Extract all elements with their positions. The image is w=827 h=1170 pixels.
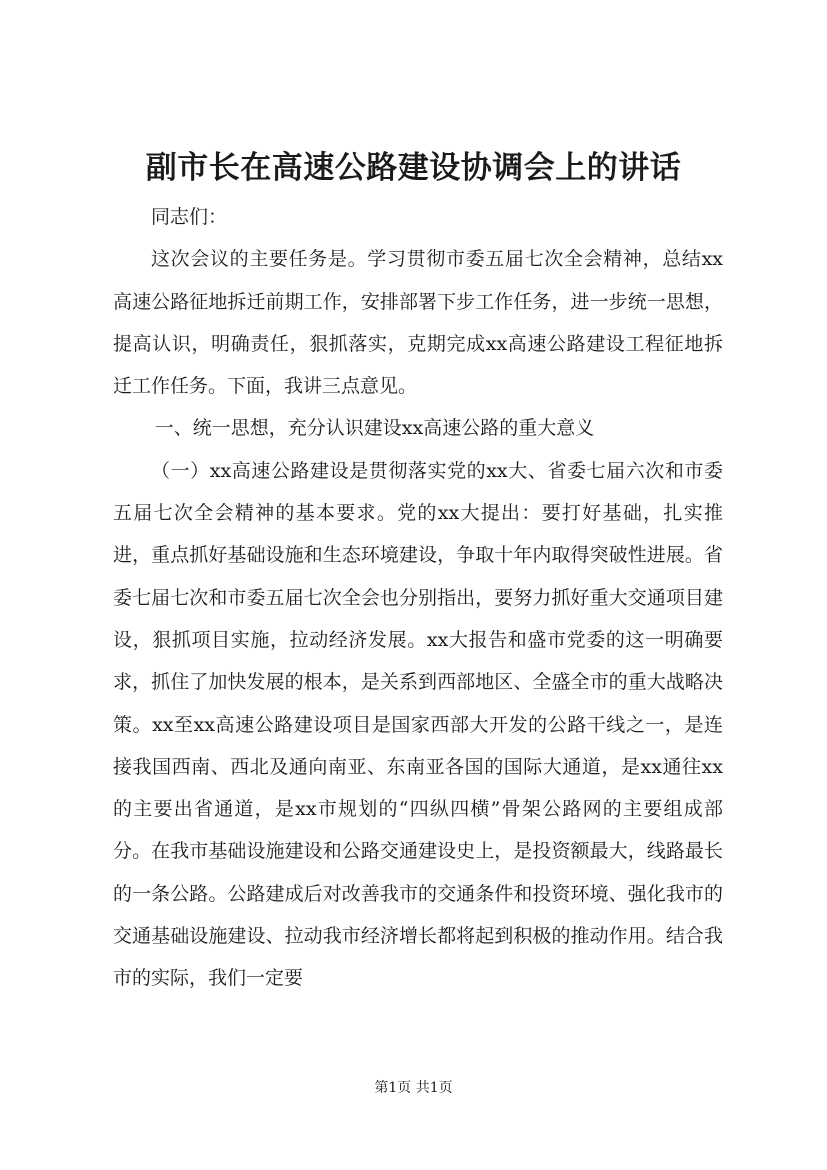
page-footer: 第1页 共1页 <box>374 1080 453 1096</box>
document-body <box>113 196 723 1000</box>
greeting-paragraph: 同志们： <box>151 206 228 228</box>
section-heading: 一、统一思想，充分认识建设xx高速公路的重大意义 <box>154 417 595 440</box>
body-paragraph: 这次会议的主要任务是。学习贯彻市委五届七次全会精神，总结xx高速公路征地拆迁前期工作，安排部署下步工作任务，进一步统一思想，提高认识，明确责任，狠抓落实，克期完成xx高速公路建设工程征地拆迁工作任务。下面，我讲三点意见。 <box>113 248 723 398</box>
document-title: 副市长在高速公路建设协调会上的讲话 <box>145 150 682 186</box>
body-paragraph: （一）xx高速公路建设是贯彻落实党的xx大、省委七届六次和市委五届七次全会精神的基本要求。党的xx大提出：要打好基础，扎实推进，重点抓好基础设施和生态环境建设，争取十年内取得突破性进展。省委七届七次和市委五届七次全会也分别指出，要努力抓好重大交通项目建设，狠抓项目实施，拉动经济发展。xx大报告和盛市党委的这一明确要求，抓住了加快发展的根本，是关系到西部地区、全盛全市的重大战略决策。xx至xx高速公路建设项目是国家西部大开发的公路干线之一，是连接我国西南、西北及通向南亚、东南亚各国的国际大通道，是xx通往xx的主要出省通道，是xx市规划的“四纵四横”骨架公路网的主要组成部分。在我市基础设施建设和公路交通建设史上，是投资额最大，线路最长的一条公路。公路建成后对改善我市的交通条件和投资环境、强化我市的交通基础设施建设、拉动我市经济增长都将起到积极的推动作用。结合我市的实际，我们一定要 <box>113 459 723 990</box>
